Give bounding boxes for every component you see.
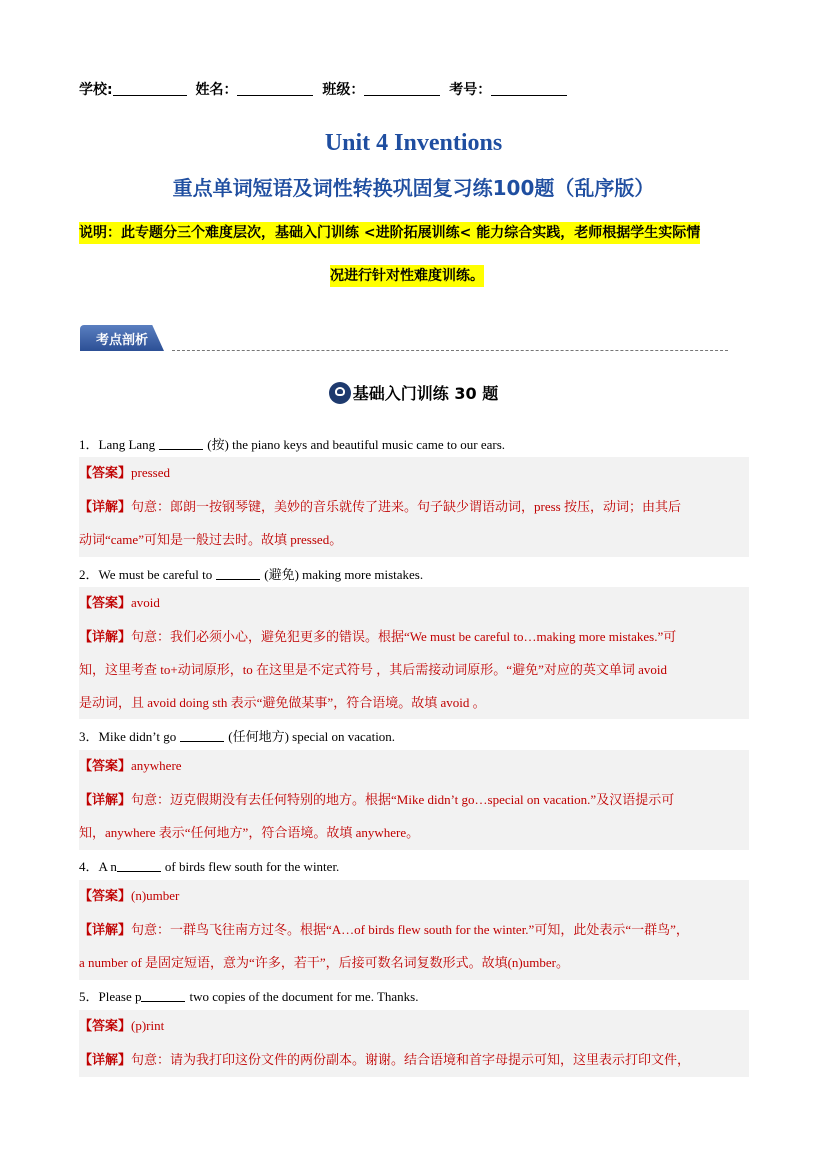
detail-label: 【详解】 [79, 499, 132, 515]
detail-label: 【详解】 [79, 792, 132, 808]
answer-1-text: pressed [131, 465, 171, 480]
question-4 [79, 856, 749, 875]
section-heading-text: 基础入门训练 30 题 [352, 384, 499, 403]
document-title: Unit 4 Inventions [324, 130, 503, 156]
question-1 [79, 434, 749, 453]
answer-block-1 [79, 457, 749, 557]
instruction-note-line-2 [330, 265, 530, 285]
detail-5-line-1: 句意：请为我打印这份文件的两份副本。谢谢。结合语境和首字母提示可知，这里表示打印文件， [131, 1051, 691, 1067]
question-1-blank[interactable] [159, 437, 203, 450]
question-4-blank[interactable] [117, 859, 161, 872]
class-blank[interactable] [364, 81, 440, 96]
question-3-after: (任何地方) special on vacation. [228, 729, 396, 744]
detail-2-line-2: 知，这里考查 to+动词原形，to 在这里是不定式符号 ，其后需接动词原形。“避免”对应的英文单词 avoid [79, 662, 667, 677]
question-5 [79, 986, 749, 1005]
student-info-line [79, 79, 567, 99]
brain-icon [329, 382, 351, 404]
question-2-blank[interactable] [216, 567, 260, 580]
section-heading [0, 381, 827, 404]
answer-label: 【答案】 [79, 759, 132, 774]
section-divider [172, 350, 728, 351]
question-3-before: 3．Mike didn’t go [79, 729, 177, 744]
exam-no-blank[interactable] [491, 81, 567, 96]
detail-2-line-1: 句意：我们必须小心，避免犯更多的错误。根据“We must be careful to…making more mistakes.”可 [131, 628, 677, 644]
name-label: 姓名： [195, 82, 238, 98]
school-label: 学校: [79, 82, 113, 98]
detail-3-line-1: 句意：迈克假期没有去任何特别的地方。根据“Mike didn’t go…special on vacation.”及汉语提示可 [131, 791, 675, 807]
section-tag [80, 325, 172, 353]
question-4-after: of birds flew south for the winter. [164, 859, 340, 874]
document-subtitle: 重点单词短语及词性转换巩固复习练100题（乱序版） [172, 176, 655, 200]
answer-3-text: anywhere [131, 758, 182, 773]
detail-3-line-2: 知，anywhere 表示“任何地方”，符合语境。故填 anywhere。 [79, 825, 420, 840]
question-2-before: 2．We must be careful to [79, 567, 213, 582]
detail-label: 【详解】 [79, 922, 132, 938]
detail-label: 【详解】 [79, 629, 132, 645]
question-1-after: (按) the piano keys and beautiful music came to our ears. [207, 437, 506, 452]
answer-label: 【答案】 [79, 466, 132, 481]
detail-4-line-2: a number of 是固定短语，意为“许多，若干”，后接可数名词复数形式。故填(n)umber。 [79, 955, 569, 970]
note-line-2-text: 况进行针对性难度训练。 [330, 265, 484, 287]
answer-label: 【答案】 [79, 1019, 132, 1034]
note-line-1-text: 说明：此专题分三个难度层次，基础入门训练 <进阶拓展训练< 能力综合实践，老师根据学生实际情 [79, 222, 700, 244]
detail-label: 【详解】 [79, 1052, 132, 1068]
answer-block-5 [79, 1010, 749, 1077]
name-blank[interactable] [237, 81, 313, 96]
question-2 [79, 564, 749, 583]
question-5-before: 5．Please p [79, 989, 142, 1004]
answer-label: 【答案】 [79, 596, 132, 611]
detail-4-line-1: 句意：一群鸟飞往南方过冬。根据“A…of birds flew south for the winter.”可知，此处表示“一群鸟”， [131, 921, 689, 937]
class-label: 班级： [322, 82, 365, 98]
instruction-note-line-1 [79, 222, 749, 242]
question-5-blank[interactable] [141, 989, 185, 1002]
exam-no-label: 考号： [449, 82, 492, 98]
answer-5-text: (p)rint [131, 1018, 165, 1033]
question-5-after: two copies of the document for me. Thanks. [189, 989, 419, 1004]
section-tag-label: 考点剖析 [95, 333, 148, 348]
answer-block-4 [79, 880, 749, 980]
answer-2-text: avoid [131, 595, 160, 610]
detail-1-line-2: 动词“came”可知是一般过去时。故填 pressed。 [79, 532, 343, 547]
detail-2-line-3: 是动词，且 avoid doing sth 表示“避免做某事”，符合语境。故填 avoid 。 [79, 694, 486, 710]
question-3 [79, 726, 749, 745]
detail-1-line-1: 句意：郎朗一按钢琴键，美妙的音乐就传了进来。句子缺少谓语动词，press 按压，动词；由其后 [131, 498, 681, 514]
answer-4-text: (n)umber [131, 888, 180, 903]
answer-label: 【答案】 [79, 889, 132, 904]
question-3-blank[interactable] [180, 729, 224, 742]
question-1-before: 1．Lang Lang [79, 437, 156, 452]
question-4-before: 4．A n [79, 859, 117, 874]
school-blank[interactable] [113, 81, 187, 96]
question-2-after: (避免) making more mistakes. [264, 567, 424, 582]
answer-block-2 [79, 587, 749, 719]
answer-block-3 [79, 750, 749, 850]
